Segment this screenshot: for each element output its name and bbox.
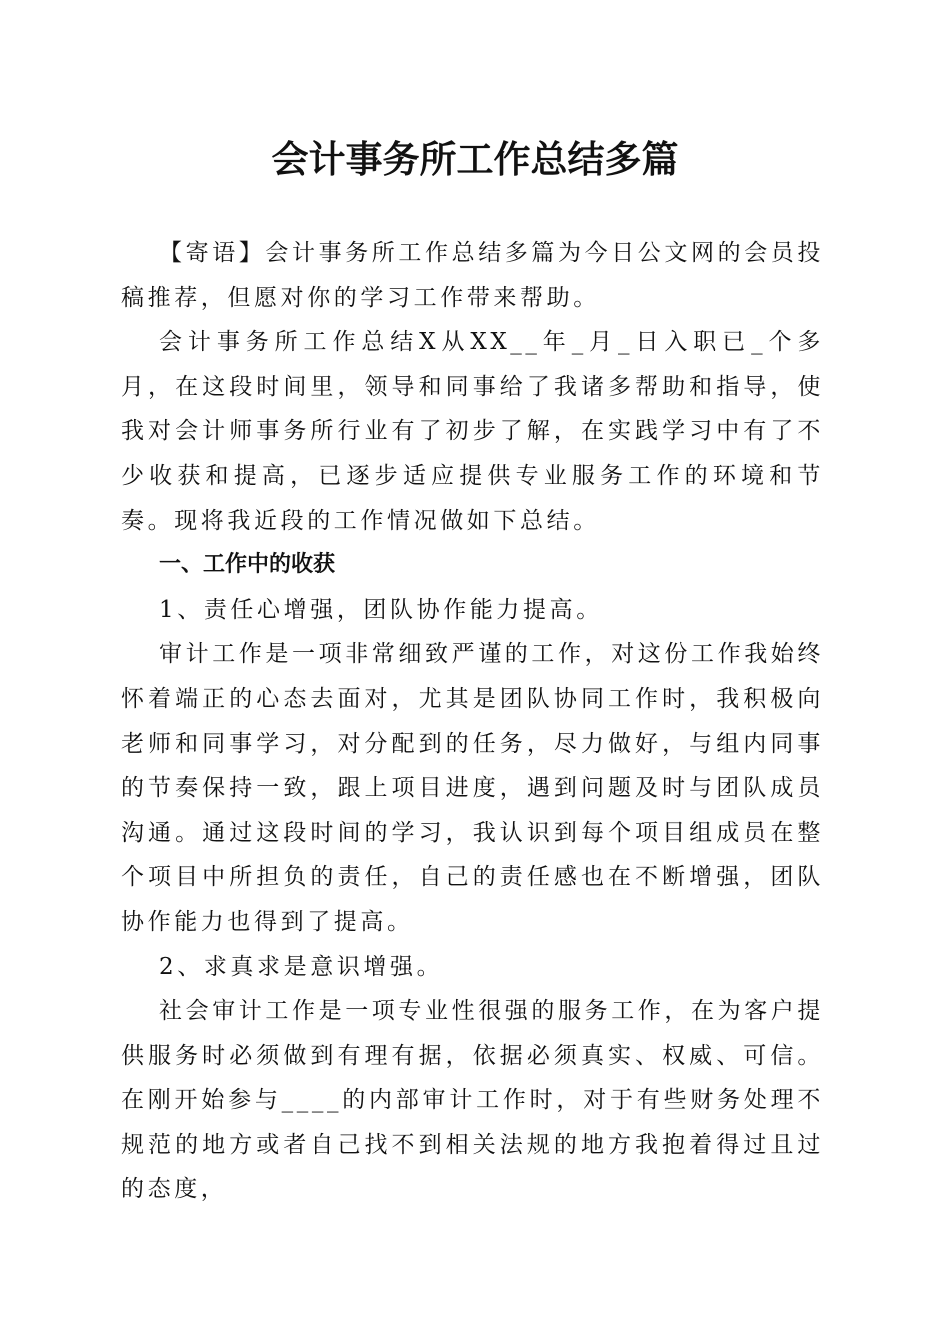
- subheading-responsibility: 1、责任心增强，团队协作能力提高。: [159, 596, 603, 623]
- document-body: [121, 231, 824, 1212]
- truth-seeking-paragraph: 社会审计工作是一项专业性很强的服务工作，在为客户提供服务时必须做到有理有据，依据必须真实、权威、可信。在刚开始参与____的内部审计工作时，对于有些财务处理不规范的地方或者自己找不到相关法规的地方我抱着得过且过的态度，: [121, 998, 824, 1203]
- intro-paragraph: 会计事务所工作总结X从XX__年_月_日入职已_个多月，在这段时间里，领导和同事给了我诸多帮助和指导，使我对会计师事务所行业有了初步了解，在实践学习中有了不少收获和提高，已逐步适应提供专业服务工作的环境和节奏。现将我近段的工作情况做如下总结。: [121, 329, 824, 534]
- responsibility-paragraph: 审计工作是一项非常细致严谨的工作，对这份工作我始终怀着端正的心态去面对，尤其是团队协同工作时，我积极向老师和同事学习，对分配到的任务，尽力做好，与组内同事的节奏保持一致，跟上项目进度，遇到问题及时与团队成员沟通。通过这段时间的学习，我认识到每个项目组成员在整个项目中所担负的责任，自己的责任感也在不断增强，团队协作能力也得到了提高。: [121, 641, 824, 935]
- section-heading-gains: 一、工作中的收获: [159, 552, 336, 578]
- document-title: 会计事务所工作总结多篇: [271, 138, 679, 181]
- subheading-truth-seeking: 2、求真求是意识增强。: [159, 953, 444, 980]
- foreword-paragraph: 【寄语】会计事务所工作总结多篇为今日公文网的会员投稿推荐，但愿对你的学习工作带来帮助。: [121, 240, 824, 311]
